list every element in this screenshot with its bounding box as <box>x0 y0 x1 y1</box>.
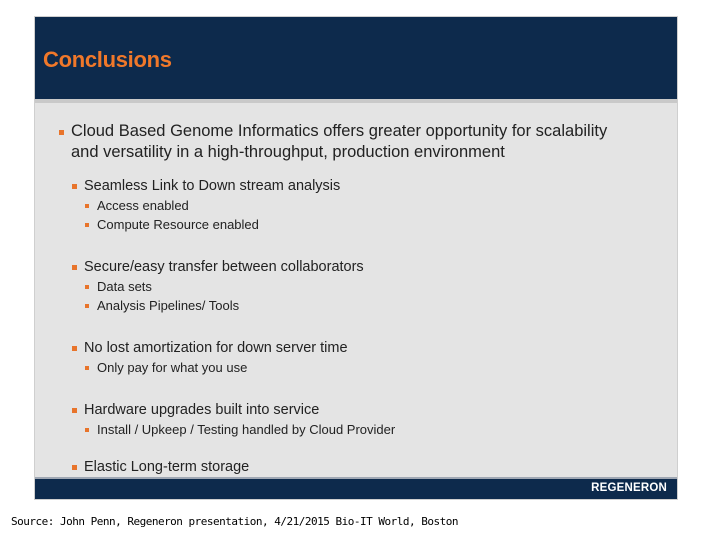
subpoint-analysis-pipelines: Analysis Pipelines/ Tools <box>97 298 240 313</box>
bullet-square-icon <box>85 304 89 308</box>
slide-title: Conclusions <box>43 47 172 72</box>
regeneron-logo: REGENERON <box>591 482 667 494</box>
bullet-square-icon <box>72 408 77 413</box>
subpoint-compute-resource: Compute Resource enabled <box>97 217 259 232</box>
slide-body <box>35 103 677 477</box>
subpoint-data-sets: Data sets <box>97 279 152 294</box>
bullet-square-icon <box>85 366 89 370</box>
bullet-square-icon <box>85 285 89 289</box>
bullet-square-icon <box>85 204 89 208</box>
footer-divider <box>35 477 677 479</box>
bullet-square-icon <box>59 130 64 135</box>
main-point-line-2: and versatility in a high-throughput, production environment <box>71 143 505 161</box>
bullet-square-icon <box>85 428 89 432</box>
subpoint-access-enabled: Access enabled <box>97 198 189 213</box>
bullet-square-icon <box>85 223 89 227</box>
point-hardware-upgrades: Hardware upgrades built into service <box>84 402 320 418</box>
bullet-square-icon <box>72 265 77 270</box>
slide <box>35 17 677 499</box>
source-caption: Source: John Penn, Regeneron presentation, 4/21/2015 Bio-IT World, Boston <box>11 515 458 528</box>
slide-footer <box>35 477 677 499</box>
point-elastic-storage: Elastic Long-term storage <box>84 459 250 475</box>
bullet-square-icon <box>72 346 77 351</box>
bullet-square-icon <box>72 465 77 470</box>
point-secure-transfer: Secure/easy transfer between collaborators <box>84 259 364 275</box>
subpoint-install-upkeep: Install / Upkeep / Testing handled by Cloud Provider <box>97 422 396 437</box>
bullet-square-icon <box>72 184 77 189</box>
point-seamless-link: Seamless Link to Down stream analysis <box>84 178 341 194</box>
slide-header <box>35 17 677 99</box>
point-no-lost-amortization: No lost amortization for down server time <box>84 340 348 356</box>
main-point-line-1: Cloud Based Genome Informatics offers greater opportunity for scalability <box>71 122 608 140</box>
subpoint-pay-per-use: Only pay for what you use <box>97 360 248 375</box>
